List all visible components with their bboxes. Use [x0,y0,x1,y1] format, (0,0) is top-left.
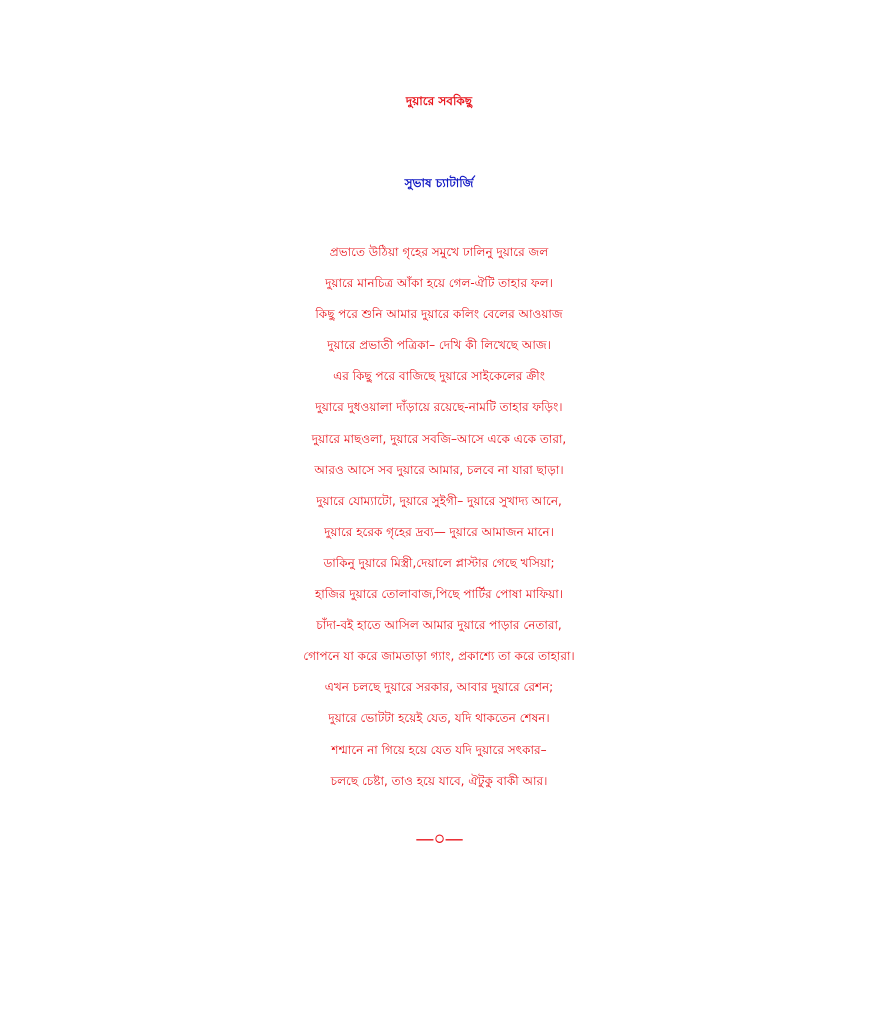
poem-line: চাঁদা-বই হাতে আসিল আমার দুয়ারে পাড়ার নেতারা, [316,618,562,633]
poem-line: দুয়ারে প্রভাতী পত্রিকা– দেখি কী লিখেছে আজ। [327,338,551,353]
poem-line: দুয়ারে ভোটটা হয়েই যেত, যদি থাকতেন শেষন। [328,711,550,726]
poem-author: সুভাষ চ্যাটার্জি [404,176,474,190]
poem-line: গোপনে যা করে জামতাড়া গ্যাং, প্রকাশ্যে তা করে তাহারা। [303,649,575,664]
poem-line: দুয়ারে দুধওয়ালা দাঁড়ায়ে রয়েছে-নামটি তাহার ফড়িং। [315,400,563,415]
poem-title: দুয়ারে সবকিছু [405,94,473,108]
poem-body [0,237,878,797]
poem-line: হাজির দুয়ারে তোলাবাজ,পিছে পার্টির পোষা মাফিয়া। [314,587,564,602]
poem-line: দুয়ারে মাছওলা, দুয়ারে সবজি–আসে একে একে তারা, [311,431,567,446]
poem-end-mark: —০— [415,828,463,850]
poem-line: প্রভাতে উঠিয়া গৃহের সমুখে ঢালিনু দুয়ারে জল [329,245,549,259]
poem-line: দুয়ারে হরেক গৃহের দ্রব্য— দুয়ারে আমাজন মানে। [324,524,554,539]
poem-line: এর কিছু পরে বাজিছে দুয়ারে সাইকেলের ক্রীং [333,369,545,384]
poem-line: কিছু পরে শুনি আমার দুয়ারে কলিং বেলের আওয়াজ [315,307,563,322]
poem-line: চলছে চেষ্টা, তাও হয়ে যাবে, ঐটুকু বাকী আর। [330,773,548,788]
poem-line: ডাকিনু দুয়ারে মিস্ত্রী,দেয়ালে প্লাস্টার গেছে খসিয়া; [323,555,555,570]
poem-line: আরও আসে সব দুয়ারে আমার, চলবে না যারা ছাড়া। [314,462,564,477]
poem-line: শশ্মানে না গিয়ে হয়ে যেত যদি দুয়ারে সৎকার– [331,742,547,757]
poem-line: দুয়ারে মানচিত্র আঁকা হয়ে গেল-ঐটি তাহার ফল। [325,276,553,291]
poem-line: এখন চলছে দুয়ারে সরকার, আবার দুয়ারে রেশন; [324,680,554,695]
poem-line: দুয়ারে যোম্যাটো, দুয়ারে সুইগী– দুয়ারে সুখাদ্য আনে, [316,493,562,508]
